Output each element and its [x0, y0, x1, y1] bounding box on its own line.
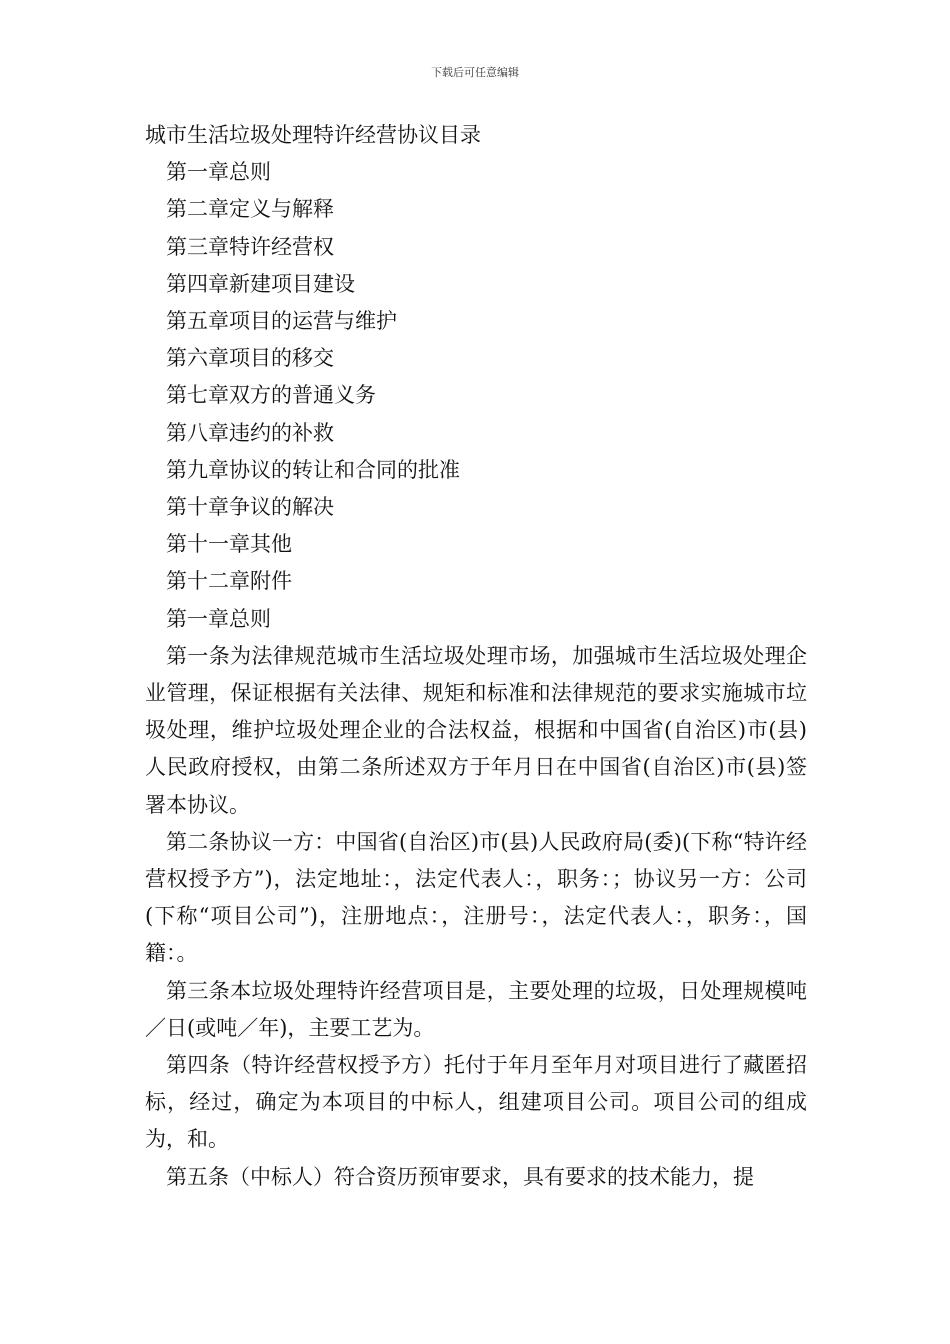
toc-item-chapter-4: 第四章新建项目建设: [166, 271, 355, 296]
article-2-paragraph: 第二条协议一方：中国省(自治区)市(县)人民政府局(委)(下称“特许经营权授予方”)，法定地址：，法定代表人：，职务：；协议另一方：公司(下称“项目公司”)，注册地点：，注册号：，法定代表人：，职务：，国籍：。: [145, 829, 807, 966]
document-body: [145, 117, 807, 1196]
toc-item-chapter-5: 第五章项目的运营与维护: [166, 309, 397, 334]
toc-item-chapter-11: 第十一章其他: [166, 532, 292, 557]
toc-item-chapter-3: 第三章特许经营权: [166, 234, 334, 259]
article-1-paragraph: 第一条为法律规范城市生活垃圾处理市场，加强城市生活垃圾处理企业管理，保证根据有关法律、规矩和标准和法律规范的要求实施城市垃圾处理，维护垃圾处理企业的合法权益，根据和中国省(自治区)市(县)人民政府授权，由第二条所述双方于年月日在中国省(自治区)市(县)签署本协议。: [145, 643, 807, 817]
toc-item-chapter-9: 第九章协议的转让和合同的批准: [166, 457, 460, 482]
page-header-note: 下载后可任意编辑: [431, 66, 519, 79]
chapter-heading: 第一章总则: [166, 606, 271, 631]
toc-item-chapter-2: 第二章定义与解释: [166, 197, 334, 222]
table-of-contents: [145, 154, 807, 600]
article-4-paragraph: 第四条（特许经营权授予方）托付于年月至年月对项目进行了藏匿招标，经过，确定为本项目的中标人，组建项目公司。项目公司的组成为，和。: [145, 1053, 807, 1152]
document-title: 城市生活垃圾处理特许经营协议目录: [145, 123, 481, 147]
toc-item-chapter-6: 第六章项目的移交: [166, 346, 334, 371]
toc-item-chapter-1: 第一章总则: [166, 160, 271, 185]
toc-item-chapter-10: 第十章争议的解决: [166, 495, 334, 520]
article-5-paragraph: 第五条（中标人）符合资历预审要求，具有要求的技术能力，提: [166, 1164, 754, 1189]
article-3-paragraph: 第三条本垃圾处理特许经营项目是，主要处理的垃圾，日处理规模吨／日(或吨／年)，主要工艺为。: [145, 978, 807, 1040]
toc-item-chapter-8: 第八章违约的补救: [166, 420, 334, 445]
toc-item-chapter-12: 第十二章附件: [166, 569, 292, 594]
toc-item-chapter-7: 第七章双方的普通义务: [166, 383, 376, 408]
